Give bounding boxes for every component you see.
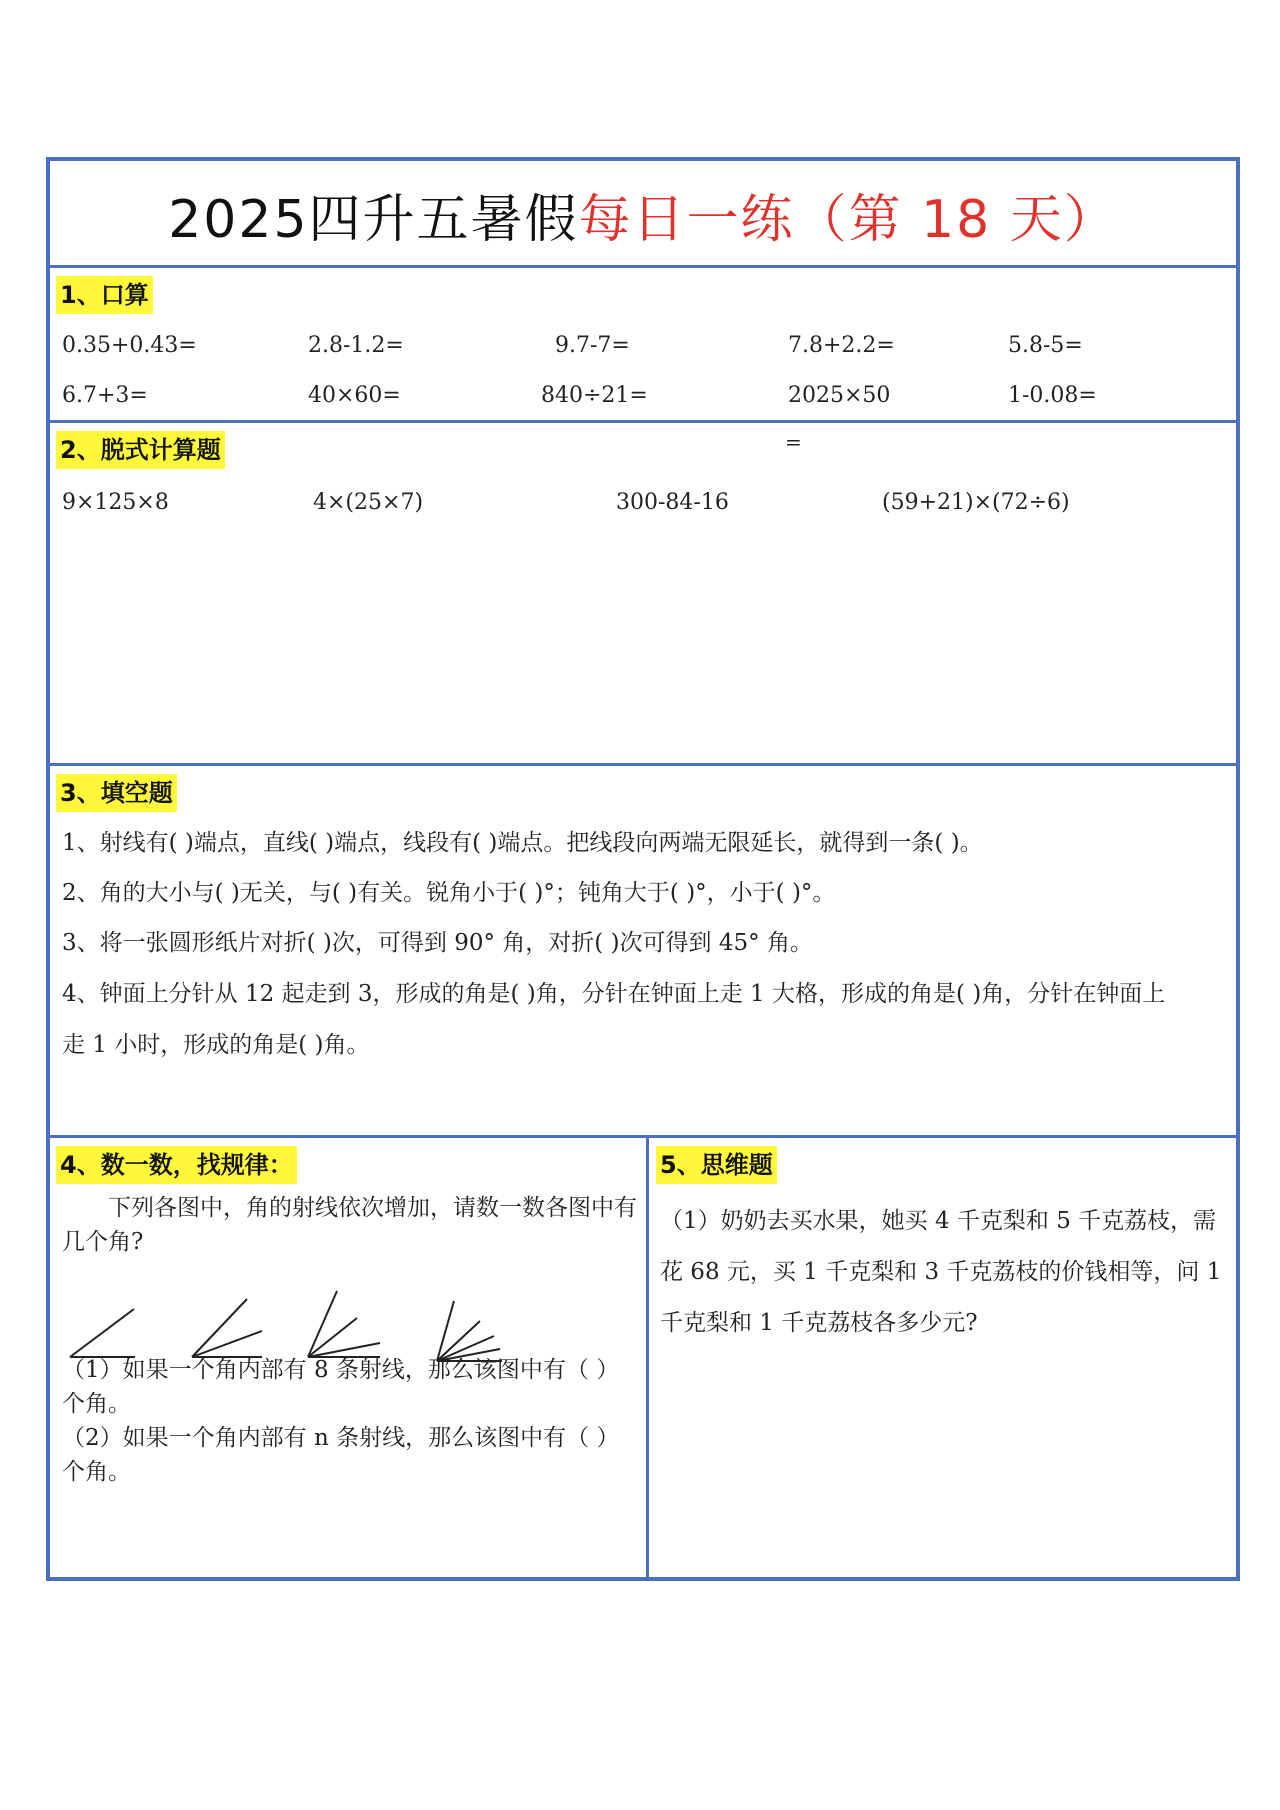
title-main: 2025四升五暑假 <box>168 189 579 250</box>
divider <box>50 763 1236 766</box>
calc-item: 7.8+2.2= <box>788 333 895 358</box>
subquestion-1-line2: 个角。 <box>62 1391 131 1417</box>
question-4-line2: 走 1 小时，形成的角是( )角。 <box>62 1032 370 1058</box>
stray-equals: = <box>785 430 802 454</box>
calc-item: 2.8-1.2= <box>308 333 404 358</box>
calc-item: 1-0.08= <box>1008 383 1097 408</box>
calc-item: 0.35+0.43= <box>62 333 197 358</box>
calc-item: 2025×50 <box>788 383 891 408</box>
calc-item: 40×60= <box>308 383 401 408</box>
divider <box>50 420 1236 423</box>
calc-item: 840÷21= <box>541 383 648 408</box>
expression-item: 9×125×8 <box>62 490 169 515</box>
section1-heading: 1、口算 <box>56 276 153 314</box>
section5-problem: （1）奶奶去买水果，她买 4 千克梨和 5 千克荔枝，需花 68 元，买 1 千克梨和 3 千克荔枝的价钱相等，问 1 千克梨和 1 千克荔枝各多少元? <box>660 1208 1222 1336</box>
divider <box>50 265 1236 268</box>
question-2: 2、角的大小与( )无关，与( )有关。锐角小于( )°；钝角大于( )°，小于( )°。 <box>62 880 836 906</box>
section5-heading: 5、思维题 <box>656 1146 777 1184</box>
section4-intro: 下列各图中，角的射线依次增加，请数一数各图中有几个角? <box>62 1195 637 1255</box>
expression-item: 4×(25×7) <box>313 490 424 515</box>
ray <box>192 1299 247 1357</box>
calc-item: 5.8-5= <box>1008 333 1083 358</box>
section3-heading: 3、填空题 <box>56 774 177 812</box>
expression-item: 300-84-16 <box>616 490 729 515</box>
ray <box>308 1318 357 1357</box>
page-title <box>50 161 1236 267</box>
question-3: 3、将一张圆形纸片对折( )次，可得到 90° 角，对折( )次可得到 45° 角。 <box>62 930 813 956</box>
subquestion-2-line1: （2）如果一个角内部有 n 条射线，那么该图中有（ ） <box>62 1425 620 1451</box>
worksheet <box>46 157 1240 1581</box>
calc-item: 6.7+3= <box>62 383 148 408</box>
section2-heading: 2、脱式计算题 <box>56 431 225 469</box>
question-1: 1、射线有( )端点，直线( )端点，线段有( )端点。把线段向两端无限延长，就得到一条( )。 <box>62 830 983 856</box>
title-highlight: 每日一练（第 18 天） <box>578 189 1118 250</box>
expression-item: (59+21)×(72÷6) <box>882 490 1070 515</box>
ray <box>70 1309 134 1357</box>
subquestion-1-line1: （1）如果一个角内部有 8 条射线，那么该图中有（ ） <box>62 1357 620 1383</box>
subquestion-2-line2: 个角。 <box>62 1459 131 1485</box>
section4-heading: 4、数一数，找规律： <box>56 1146 297 1184</box>
calc-item: 9.7-7= <box>555 333 630 358</box>
divider <box>50 1135 1236 1138</box>
ray <box>308 1291 337 1357</box>
question-4-line1: 4、钟面上分针从 12 起走到 3，形成的角是( )角，分针在钟面上走 1 大格，形成的角是( )角，分针在钟面上 <box>62 981 1166 1007</box>
